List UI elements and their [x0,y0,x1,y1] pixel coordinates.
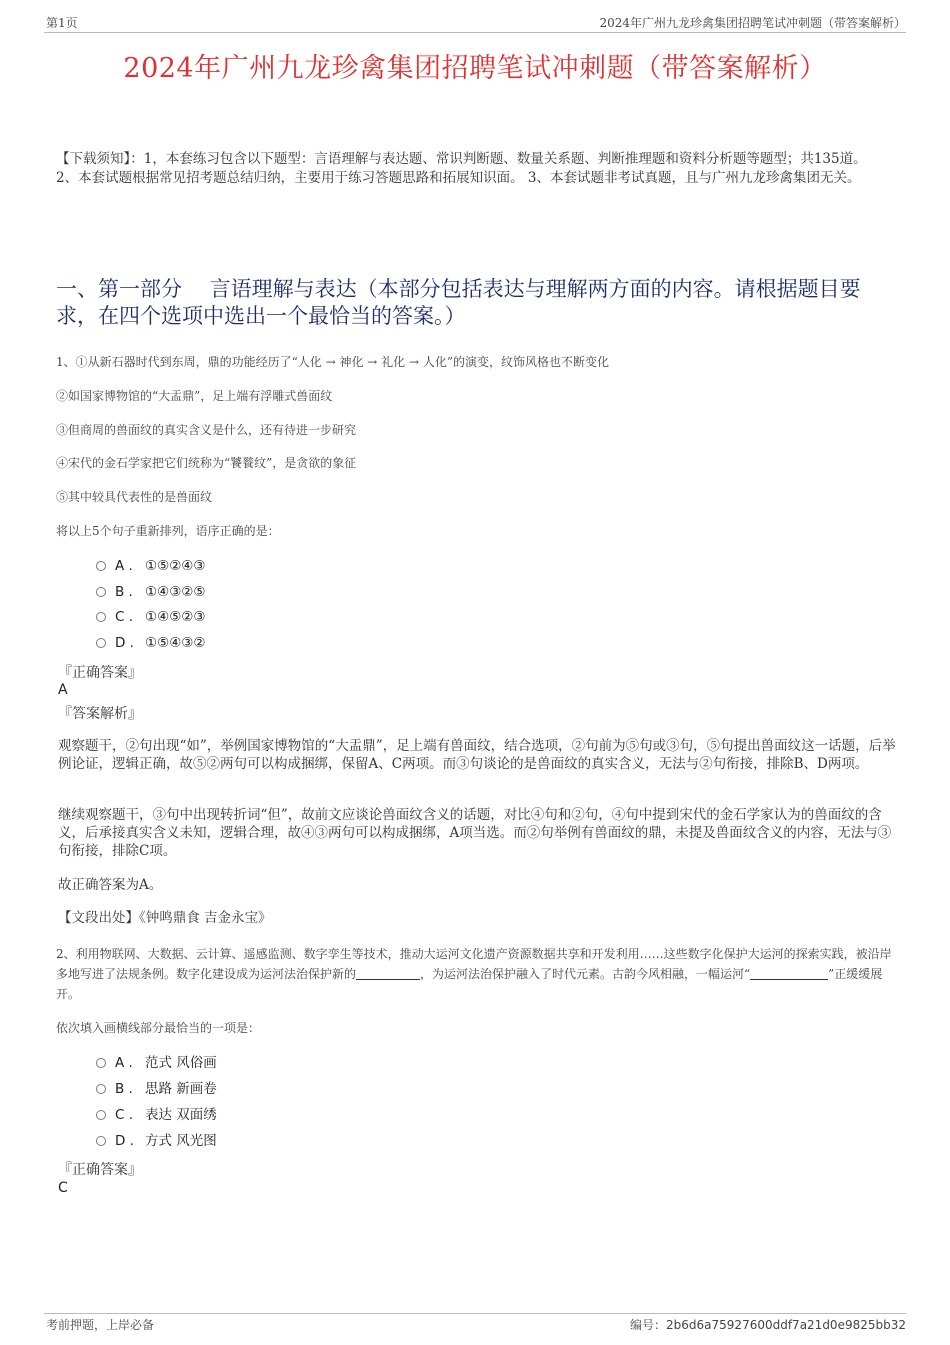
q2-answer: C [58,1180,68,1196]
option-letter: A . [115,1055,133,1071]
section-heading: 一、第一部分 言语理解与表达（本部分包括表达与理解两方面的内容。请根据题目要求，在四个选项中选出一个最恰当的答案。） [56,277,861,328]
radio-icon[interactable] [96,612,106,622]
footer-code [630,1316,906,1333]
radio-icon[interactable] [96,587,106,597]
q2-answer-label: 『正确答案』 [58,1162,142,1178]
q2-stem-part-3: ”正缓缓展开。 [56,967,883,1001]
q2-option-b[interactable] [96,1079,217,1099]
radio-icon[interactable] [96,1136,106,1146]
q2-prompt: 依次填入画横线部分最恰当的一项是： [56,1021,261,1035]
header-doc-title: 2024年广州九龙珍禽集团招聘笔试冲刺题（带答案解析） [599,16,906,30]
radio-icon[interactable] [96,1110,106,1120]
q1-line-5: ⑤其中较具代表性的是兽面纹 [56,490,213,504]
option-letter: A . [115,558,133,574]
option-letter: C . [115,609,134,625]
q2-blank-2 [750,979,828,980]
option-letter: C . [115,1107,134,1123]
radio-icon[interactable] [96,1084,106,1094]
radio-icon[interactable] [96,561,106,571]
radio-icon[interactable] [96,638,106,648]
footer-code-label: 编号： [630,1318,667,1332]
q1-answer-label: 『正确答案』 [58,665,142,681]
option-text: ①⑤④③② [145,635,206,651]
option-text: 范式 风俗画 [145,1055,217,1071]
q1-option-d[interactable] [96,633,206,653]
q1-answer: A [58,682,68,698]
q2-option-c[interactable] [96,1105,217,1125]
header-divider [44,32,906,33]
q1-analysis-conclusion: 故正确答案为A。 [58,877,163,893]
footer-divider [44,1313,906,1314]
option-text: 表达 双面绣 [145,1107,217,1123]
q1-line-4: ④宋代的金石学家把它们统称为“饕餮纹”，是贪欲的象征 [56,456,357,470]
q1-analysis-paragraph-1: 观察题干，②句出现“如”，举例国家博物馆的“大盂鼎”，足上端有兽面纹，结合选项，②句前为⑤句或③句，⑤句提出兽面纹这一话题，后举例论证，逻辑正确，故⑤②两句可以构成捆绑，保留A、C两项。而③句谈论的是兽面纹的真实含义，无法与②句衔接，排除B、D两项。 [58,738,896,772]
q1-line-1: 1、①从新石器时代到东周，鼎的功能经历了“人化 → 神化 → 礼化 → 人化”的演变，纹饰风格也不断变化 [56,355,609,369]
option-letter: B . [115,584,133,600]
q2-option-a[interactable] [96,1053,217,1073]
q1-prompt: 将以上5个句子重新排列，语序正确的是： [56,524,280,538]
page-number: 第1页 [46,16,78,30]
option-text: 思路 新画卷 [145,1081,217,1097]
q1-option-b[interactable] [96,582,206,602]
q1-option-a[interactable] [96,556,206,576]
radio-icon[interactable] [96,1058,106,1068]
q2-stem [56,944,898,1004]
option-text: ①④③②⑤ [145,584,206,600]
q1-option-c[interactable] [96,607,206,627]
option-letter: B . [115,1081,133,1097]
q1-analysis-paragraph-2: 继续观察题干，③句中出现转折词“但”，故前文应谈论兽面纹含义的话题，对比④句和②句，④句中提到宋代的金石学家认为的兽面纹的含义，后承接真实含义未知，逻辑合理，故④③两句可以构成捆绑，A项当选。而②句举例有兽面纹的鼎，未提及兽面纹含义的内容，无法与③句衔接，排除C项。 [58,807,892,859]
q2-blank-1 [356,979,420,980]
q2-stem-part-1: 2、利用物联网、大数据、云计算、遥感监测、数字孪生等技术，推动大运河文化遗产资源数据共享和开发利用……这些数字化保护大运河的探索实践，被沿岸多地写进了法规条例。数字化建设成为运河法治保护新的 [56,947,892,981]
option-text: 方式 风光图 [145,1133,217,1149]
download-notice: 【下载须知】：1，本套练习包含以下题型：言语理解与表达题、常识判断题、数量关系题、判断推理题和资料分析题等题型；共135道。 2、本套试题根据常见招考题总结归纳，主要用于练习答题思路和拓展知识面。 3、本套试题非考试真题，且与广州九龙珍禽集团无关。 [56,151,867,186]
q2-option-d[interactable] [96,1131,217,1151]
q2-stem-part-2: ，为运河法治保护融入了时代元素。古韵今风相融，一幅运河“ [420,967,751,981]
q1-analysis-label: 『答案解析』 [58,706,142,722]
q1-line-3: ③但商周的兽面纹的真实含义是什么，还有待进一步研究 [56,423,357,437]
footer-code-value: 2b6d6a75927600ddf7a21d0e9825bb32 [666,1318,906,1332]
option-letter: D . [115,1133,134,1149]
option-letter: D . [115,635,134,651]
q1-source: 【文段出处】《钟鸣鼎食 吉金永宝》 [58,910,272,926]
q1-line-2: ②如国家博物馆的“大盂鼎”，足上端有浮雕式兽面纹 [56,389,333,403]
footer-slogan: 考前押题，上岸必备 [46,1318,155,1332]
option-text: ①④⑤②③ [145,609,206,625]
option-text: ①⑤②④③ [145,558,206,574]
document-title: 2024年广州九龙珍禽集团招聘笔试冲刺题（带答案解析） [123,53,827,84]
